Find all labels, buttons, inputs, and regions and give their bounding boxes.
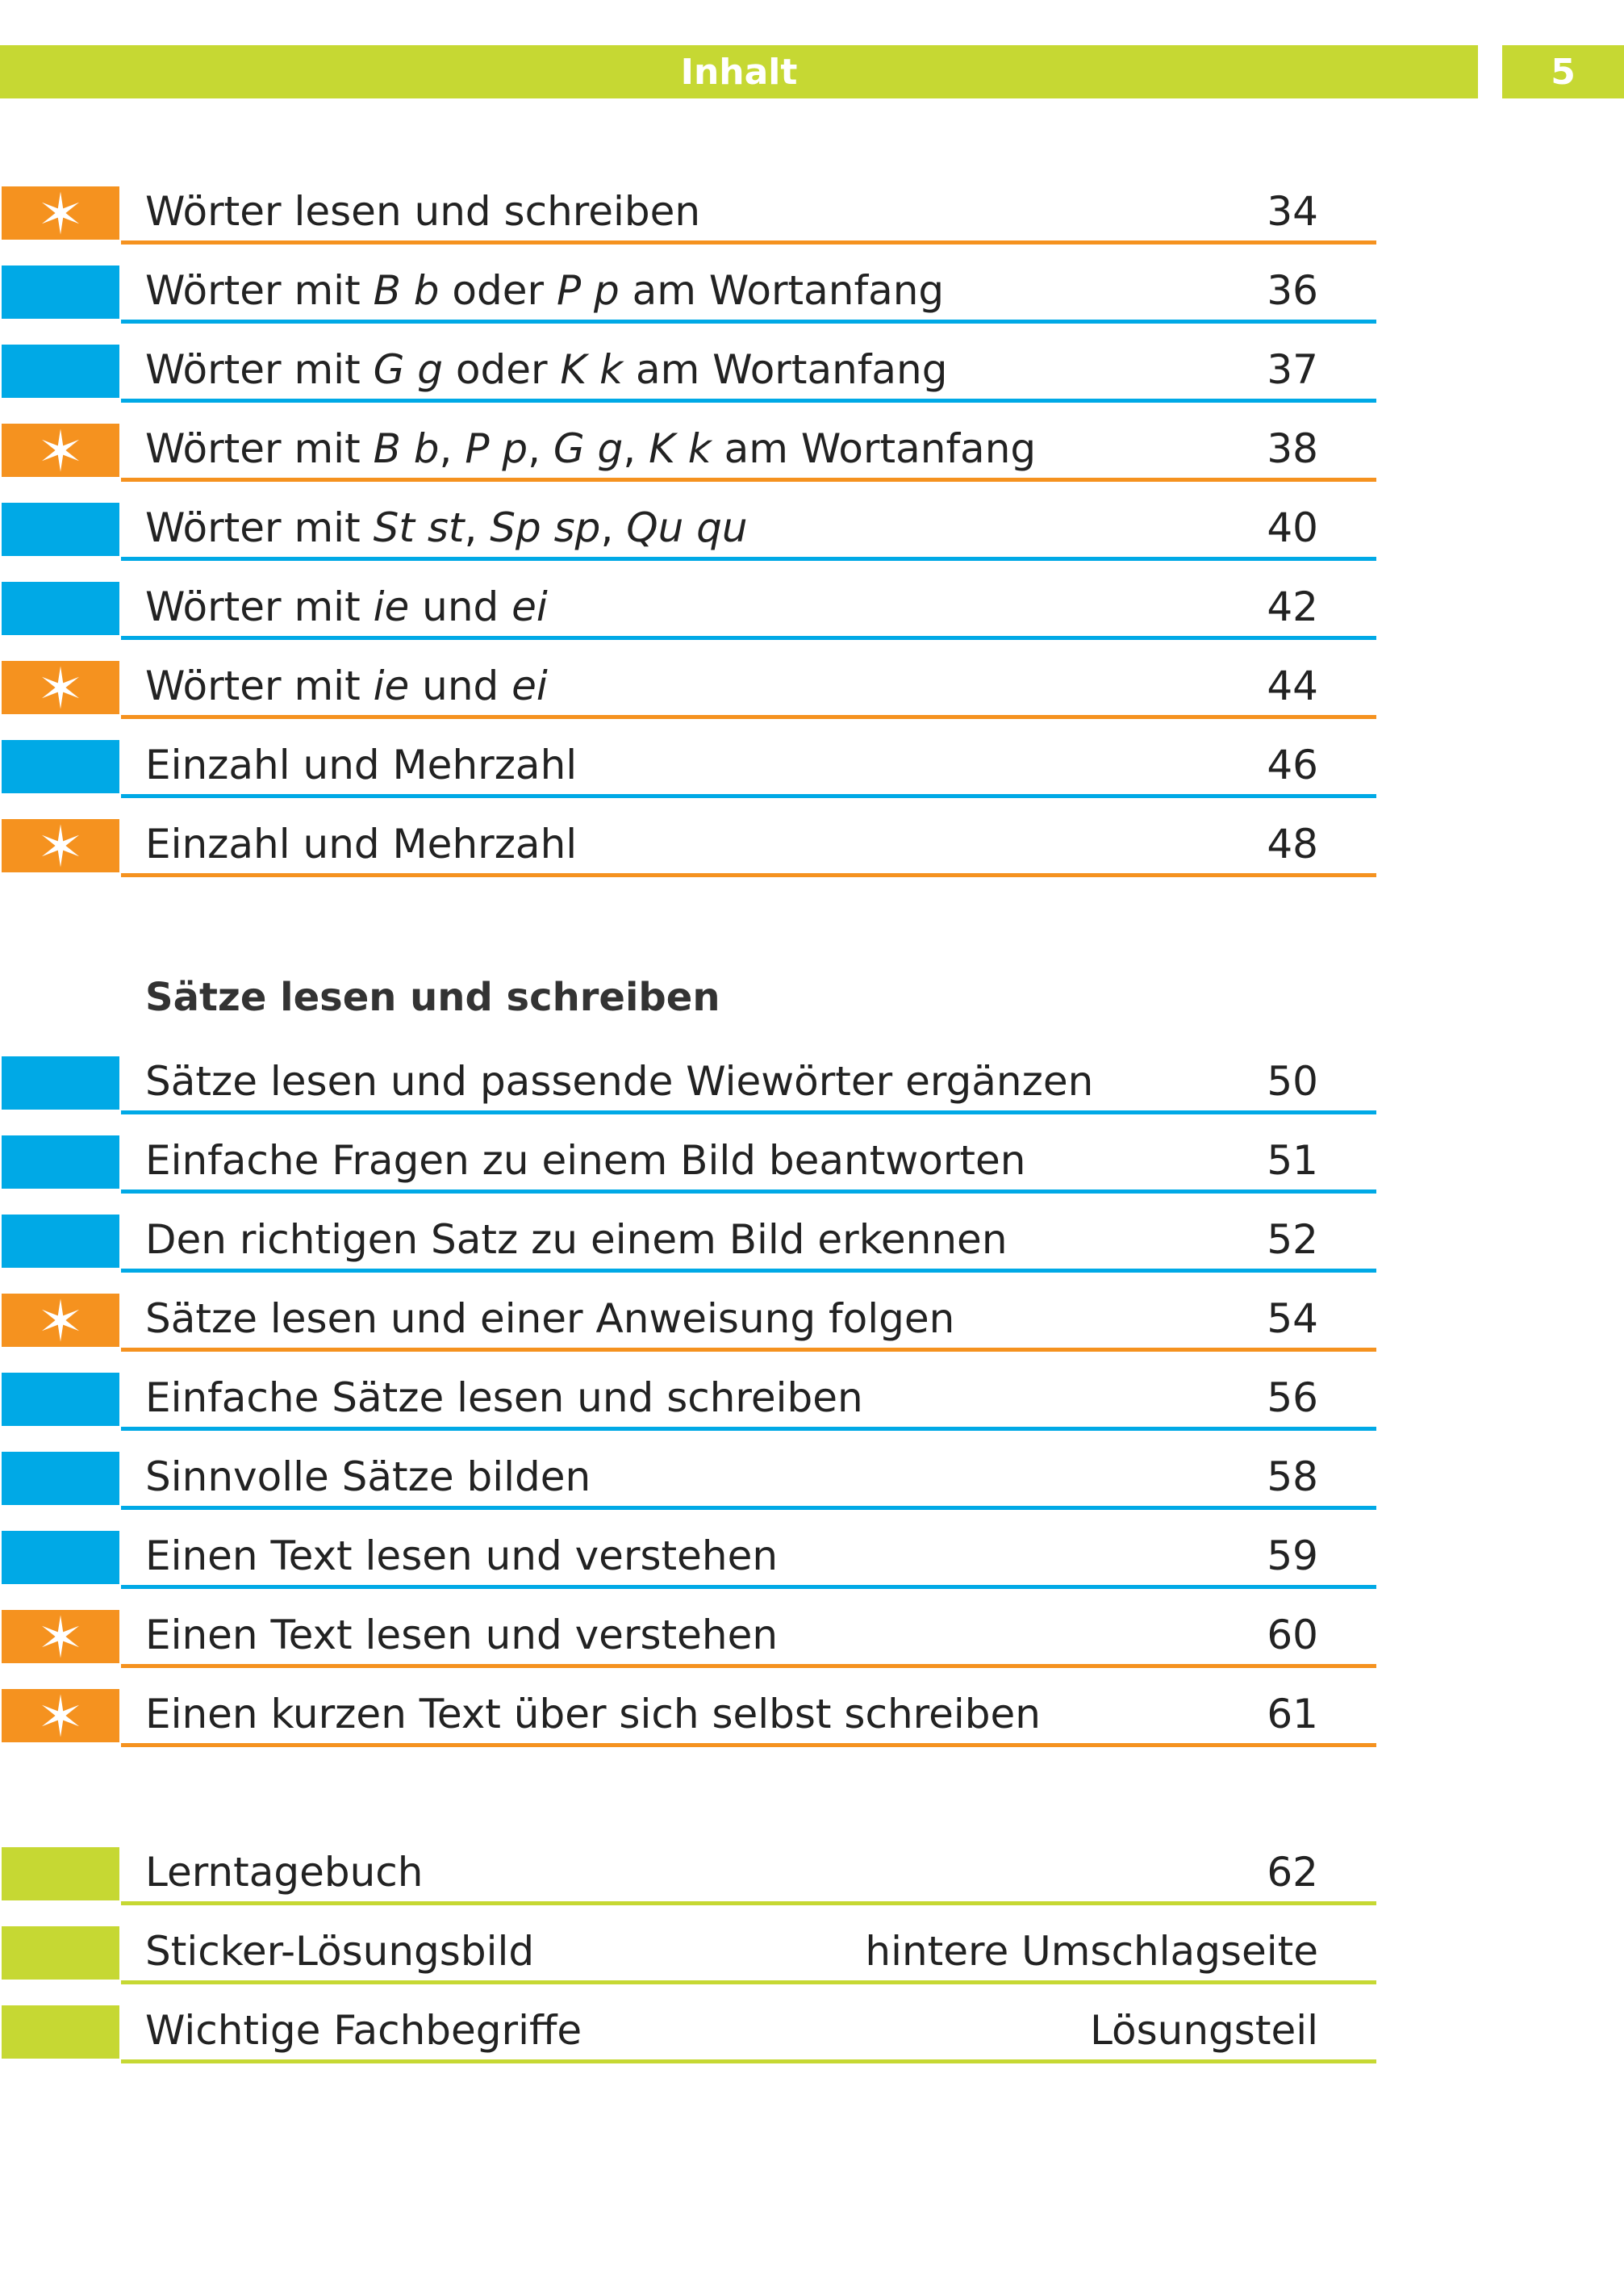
- header-bar: [0, 45, 1478, 98]
- title-text: ,: [600, 504, 627, 551]
- row-divider: [121, 1585, 1376, 1589]
- row-divider: [121, 1189, 1376, 1194]
- color-marker: [2, 1215, 119, 1268]
- toc-row[interactable]: [0, 804, 1376, 883]
- title-text: Einzahl und Mehrzahl: [145, 821, 578, 868]
- page-number-box: [1502, 45, 1624, 98]
- title-text: Einzahl und Mehrzahl: [145, 742, 578, 788]
- toc-row-title: [145, 344, 947, 395]
- toc-row-title: [145, 423, 1036, 475]
- title-text: und: [409, 583, 512, 630]
- toc-row-title: [145, 1372, 863, 1424]
- toc-row-page: 46: [1267, 742, 1318, 788]
- toc-row[interactable]: [0, 1199, 1376, 1278]
- letter-example: K k: [560, 346, 624, 393]
- title-text: Sticker-Lösungsbild: [145, 1928, 535, 1975]
- row-divider: [121, 636, 1376, 640]
- page-title: Inhalt: [680, 51, 798, 93]
- title-text: Einen Text lesen und verstehen: [145, 1612, 779, 1658]
- toc-row[interactable]: [0, 1357, 1376, 1436]
- toc-row[interactable]: [0, 171, 1376, 250]
- toc-row-page: 40: [1267, 504, 1318, 551]
- toc-row-page: 50: [1267, 1058, 1318, 1105]
- letter-example: B b: [373, 267, 440, 314]
- title-text: Sätze lesen und einer Anweisung folgen: [145, 1295, 955, 1342]
- toc-row[interactable]: [0, 250, 1376, 329]
- toc-row-title: [145, 660, 548, 712]
- title-text: Wörter lesen und schreiben: [145, 188, 701, 235]
- toc-row-title: [145, 1688, 1041, 1740]
- star-icon: [38, 665, 83, 710]
- row-divider: [121, 1901, 1376, 1905]
- color-marker: [2, 503, 119, 556]
- title-text: Einen Text lesen und verstehen: [145, 1532, 779, 1579]
- letter-example: ei: [511, 663, 548, 709]
- star-icon: [38, 190, 83, 236]
- color-marker: [2, 345, 119, 398]
- toc-row[interactable]: [0, 1516, 1376, 1595]
- color-marker: [2, 740, 119, 793]
- row-divider: [121, 1348, 1376, 1352]
- letter-example: K k: [649, 425, 712, 472]
- toc-row-page: 54: [1267, 1295, 1318, 1342]
- letter-example: G g: [373, 346, 443, 393]
- row-divider: [121, 1980, 1376, 1984]
- color-marker: [2, 582, 119, 635]
- toc-section-extras: [0, 1832, 1376, 2069]
- challenge-marker: [2, 186, 119, 240]
- title-text: ,: [464, 504, 491, 551]
- color-marker: [2, 1847, 119, 1900]
- toc-row-title: [145, 1135, 1025, 1186]
- title-text: Den richtigen Satz zu einem Bild erkennen: [145, 1216, 1008, 1263]
- toc-row[interactable]: [0, 1990, 1376, 2069]
- toc-row-title: [145, 1925, 534, 1977]
- title-text: Wörter mit: [145, 504, 374, 551]
- toc-row-title: [145, 818, 577, 870]
- letter-example: B b: [373, 425, 440, 472]
- toc-row[interactable]: [0, 1120, 1376, 1199]
- title-text: am Wortanfang: [619, 267, 945, 314]
- row-divider: [121, 2059, 1376, 2063]
- toc-row[interactable]: [0, 1041, 1376, 1120]
- letter-example: Sp sp: [490, 504, 601, 551]
- toc-row-page: 52: [1267, 1216, 1318, 1263]
- toc-row-page: hintere Umschlagseite: [865, 1928, 1318, 1975]
- star-icon: [38, 1693, 83, 1738]
- row-divider: [121, 794, 1376, 798]
- title-text: ,: [528, 425, 553, 472]
- star-icon: [38, 1614, 83, 1659]
- color-marker: [2, 1373, 119, 1426]
- challenge-marker: [2, 424, 119, 477]
- toc-row-page: 59: [1267, 1532, 1318, 1579]
- letter-example: ie: [373, 583, 410, 630]
- color-marker: [2, 1135, 119, 1189]
- toc-row-page: 37: [1267, 346, 1318, 393]
- toc-row[interactable]: [0, 1595, 1376, 1674]
- toc-row[interactable]: [0, 646, 1376, 725]
- star-icon: [38, 428, 83, 473]
- row-divider: [121, 478, 1376, 482]
- title-text: Einen kurzen Text über sich selbst schreiben: [145, 1691, 1041, 1737]
- toc-row-page: 36: [1267, 267, 1318, 314]
- toc-row-title: [145, 581, 548, 633]
- color-marker: [2, 1056, 119, 1110]
- toc-row-title: [145, 502, 748, 554]
- toc-row-page: Lösungsteil: [1090, 2007, 1318, 2054]
- title-text: Wörter mit: [145, 267, 374, 314]
- page-number: 5: [1551, 51, 1576, 93]
- toc-row-title: [145, 1609, 778, 1661]
- title-text: oder: [442, 346, 561, 393]
- toc-row[interactable]: [0, 567, 1376, 646]
- toc-row-title: [145, 1293, 954, 1344]
- color-marker: [2, 1452, 119, 1505]
- toc-row-title: [145, 2005, 582, 2056]
- toc-row[interactable]: [0, 487, 1376, 567]
- color-marker: [2, 1926, 119, 1980]
- toc-row-page: 62: [1267, 1849, 1318, 1896]
- color-marker: [2, 1531, 119, 1584]
- toc-row-page: 44: [1267, 663, 1318, 709]
- toc-row-page: 42: [1267, 583, 1318, 630]
- toc-row-page: 38: [1267, 425, 1318, 472]
- toc-row-page: 60: [1267, 1612, 1318, 1658]
- toc-row-title: [145, 265, 944, 316]
- row-divider: [121, 557, 1376, 561]
- row-divider: [121, 320, 1376, 324]
- title-text: Wörter mit: [145, 425, 374, 472]
- color-marker: [2, 2005, 119, 2059]
- section-heading: Sätze lesen und schreiben: [145, 975, 720, 1020]
- row-divider: [121, 1269, 1376, 1273]
- row-divider: [121, 1110, 1376, 1114]
- toc-row[interactable]: [0, 1278, 1376, 1357]
- row-divider: [121, 1427, 1376, 1431]
- toc-row-page: 56: [1267, 1374, 1318, 1421]
- toc-row-title: [145, 1451, 591, 1503]
- title-text: am Wortanfang: [711, 425, 1037, 472]
- toc-row[interactable]: [0, 329, 1376, 408]
- toc-row-title: [145, 1530, 778, 1582]
- letter-example: P p: [556, 267, 620, 314]
- row-divider: [121, 1506, 1376, 1510]
- row-divider: [121, 715, 1376, 719]
- challenge-marker: [2, 1689, 119, 1742]
- toc-row[interactable]: [0, 408, 1376, 487]
- title-text: Wörter mit: [145, 583, 374, 630]
- letter-example: Qu qu: [626, 504, 748, 551]
- toc-row[interactable]: [0, 1436, 1376, 1516]
- toc-row-page: 48: [1267, 821, 1318, 868]
- toc-section-words: [0, 171, 1376, 883]
- toc-row-page: 61: [1267, 1691, 1318, 1737]
- letter-example: P p: [465, 425, 528, 472]
- toc-row[interactable]: [0, 1674, 1376, 1753]
- toc-row[interactable]: [0, 725, 1376, 804]
- title-text: ,: [439, 425, 465, 472]
- row-divider: [121, 873, 1376, 877]
- toc-row-page: 58: [1267, 1453, 1318, 1500]
- title-text: Wörter mit: [145, 346, 374, 393]
- color-marker: [2, 265, 119, 319]
- toc-row-title: [145, 1214, 1008, 1265]
- title-text: Einfache Sätze lesen und schreiben: [145, 1374, 863, 1421]
- toc-row[interactable]: [0, 1911, 1376, 1990]
- title-text: am Wortanfang: [623, 346, 948, 393]
- title-text: Einfache Fragen zu einem Bild beantworten: [145, 1137, 1026, 1184]
- toc-row-title: [145, 1056, 1093, 1107]
- row-divider: [121, 240, 1376, 245]
- toc-row-page: 34: [1267, 188, 1318, 235]
- star-icon: [38, 1298, 83, 1343]
- letter-example: ie: [373, 663, 410, 709]
- title-text: Sinnvolle Sätze bilden: [145, 1453, 591, 1500]
- row-divider: [121, 1743, 1376, 1747]
- toc-section-sentences: [0, 1041, 1376, 1753]
- challenge-marker: [2, 661, 119, 714]
- title-text: und: [409, 663, 512, 709]
- title-text: oder: [439, 267, 557, 314]
- title-text: Sätze lesen und passende Wiewörter ergänzen: [145, 1058, 1094, 1105]
- row-divider: [121, 399, 1376, 403]
- title-text: ,: [623, 425, 649, 472]
- letter-example: ei: [511, 583, 548, 630]
- toc-row-title: [145, 186, 700, 237]
- star-icon: [38, 823, 83, 868]
- challenge-marker: [2, 1610, 119, 1663]
- row-divider: [121, 1664, 1376, 1668]
- letter-example: St st: [373, 504, 465, 551]
- toc-row[interactable]: [0, 1832, 1376, 1911]
- toc-row-title: [145, 739, 577, 791]
- letter-example: G g: [553, 425, 624, 472]
- title-text: Lerntagebuch: [145, 1849, 424, 1896]
- title-text: Wichtige Fachbegriffe: [145, 2007, 582, 2054]
- challenge-marker: [2, 1294, 119, 1347]
- title-text: Wörter mit: [145, 663, 374, 709]
- toc-row-page: 51: [1267, 1137, 1318, 1184]
- toc-row-title: [145, 1846, 423, 1898]
- challenge-marker: [2, 819, 119, 872]
